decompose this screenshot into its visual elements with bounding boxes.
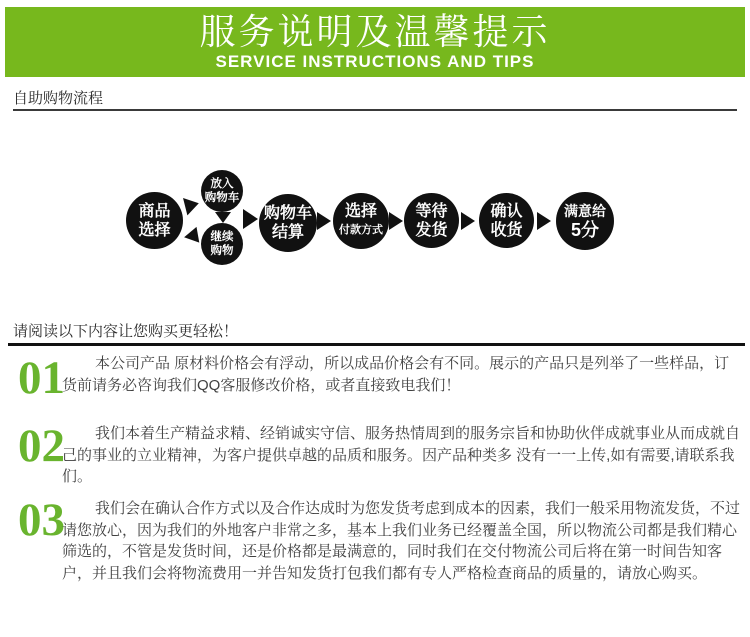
tip-text-01: 本公司产品 原材料价格会有浮动，所以成品价格会有不同。展示的产品只是列举了一些样品，订货前请务必咨询我们QQ客服修改价格，或者直接致电我们！ [62,355,730,394]
flow-step-label: 购物 [210,245,234,257]
process-heading: 自助购物流程 [13,90,104,107]
flow-step-label: 购物车 [204,192,240,204]
arrow-right-icon [461,212,475,230]
flow-step-choose-payment [333,193,389,249]
arrow-down-icon [215,212,231,223]
banner-subtitle: SERVICE INSTRUCTIONS AND TIPS [215,52,535,71]
tip-number-02: 02 [18,420,65,472]
arrow-right-icon [243,209,258,229]
flow-step-continue-shopping [201,223,243,265]
flow-step-label: 付款方式 [339,224,383,236]
tip-text-02: 我们本着生产精益求精、经销诚实守信、服务热情周到的服务宗旨和协助伙伴成就事业从而成就自己的事业的立业精神，为客户提供卓越的品质和服务。因产品种类多 没有一一上传,如有需要,请联系我们。 [62,425,741,485]
flow-step-label: 发货 [415,221,448,239]
flow-step-label: 等待 [415,202,448,220]
flow-step-label: 商品 [138,202,171,220]
banner-title: 服务说明及温馨提示 [199,11,551,52]
tip-text-03: 我们会在确认合作方式以及合作达成时为您发货考虑到成本的因素，我们一般采用物流发货，不过请您放心，因为我们的外地客户非常之多，基本上我们业务已经覆盖全国，所以物流公司都是我们精心筛选的，不管是发货时间，还是价格都是最满意的，同时我们在交付物流公司后将在第一时间告知客户，并且我们会将物流费用一并告知发货打包我们都有专人严格检查商品的质量的，请放心购买。 [62,500,741,582]
flow-step-label: 收货 [490,221,523,239]
flow-step-label: 放入 [210,178,234,190]
flow-step-label: 选择 [344,203,377,220]
arrow-right-icon [537,212,551,230]
flow-step-label: 满意给 [564,202,606,219]
arrow-right-icon [183,195,201,216]
flow-step-select-product [126,192,183,249]
arrow-left-icon [183,227,200,245]
flow-step-label: 结算 [271,224,304,241]
flow-step-add-to-cart [201,170,243,212]
flow-step-label: 选择 [138,221,171,239]
divider-thick [8,343,745,346]
flow-step-wait-shipment [404,193,459,248]
flow-step-confirm-receipt [479,193,534,248]
flow-step-label: 5分 [570,219,599,240]
flow-step-rate-five [556,192,614,250]
flow-step-label: 购物车 [263,205,312,222]
flow-step-label: 继续 [210,231,234,243]
tip-number-01: 01 [18,352,65,404]
flow-step-label: 确认 [490,202,523,220]
arrow-right-icon [389,212,403,230]
shopping-flow-diagram [0,0,750,300]
flow-step-cart-checkout [259,194,317,252]
notice-heading: 请阅读以下内容让您购买更轻松！ [13,323,239,340]
tip-number-03: 03 [18,494,65,546]
arrow-right-icon [317,212,331,230]
